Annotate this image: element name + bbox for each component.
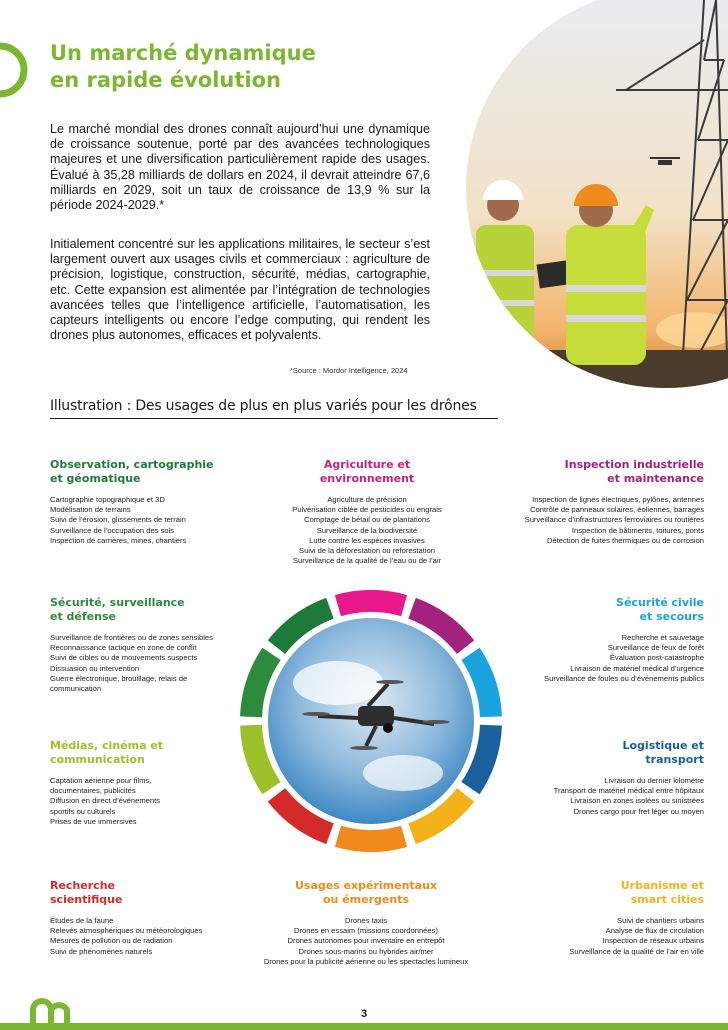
drone-usage-ring bbox=[238, 588, 504, 854]
ring-segment bbox=[335, 826, 407, 852]
category-items: Études de la faune Relevés atmosphériques ou météorologiques Mesures de pollution ou de radiation Suivi de phénomènes naturels bbox=[50, 916, 203, 956]
ring-segment bbox=[335, 590, 407, 616]
category-items: Captation aérienne pour films, documentaires, publicités Diffusion en direct d’événements sportifs ou culturels Prises de vue immersives bbox=[50, 776, 161, 826]
category-items: Surveillance de frontières ou de zones sensibles Reconnaissance tactique en zone de conflit Suivi de cibles ou de mouvements suspects Dissuasion ou intervention Guerre électronique, brouillage, relais de communication bbox=[50, 633, 213, 694]
category-urbanisme bbox=[520, 879, 704, 957]
brand-arc-decoration bbox=[0, 40, 30, 100]
category-experimentaux bbox=[246, 879, 486, 967]
category-title: Observation, cartographie et géomatique bbox=[50, 458, 214, 485]
category-items: Cartographie topographique et 3D Modélisation de terrains Suivi de l’érosion, glissements de terrain Surveillance de l’occupation des sols Inspection de carrières, mines, chantiers bbox=[50, 495, 187, 545]
intro-paragraph-market: Le marché mondial des drones connaît aujourd’hui une dynamique de croissance soutenue, porté par des avancées technologiques majeures et une diversification particulièrement rapide des usages. Évalué à 35,28 milliards de dollars en 2024, il devrait atteindre 67,6 milliards en 2029, soit un taux de croissance de 13,9 % sur la période 2024-2029.* bbox=[50, 122, 430, 213]
illustration-heading: Illustration : Des usages de plus en plus variés pour les drônes bbox=[50, 398, 498, 419]
category-title: Usages expérimentaux ou émergents bbox=[294, 879, 438, 906]
category-items: Drones taxis Drones en essaim (missions coordonnées) Drones autonomes pour inventaire en entrepôt Drones sous-marins ou hybrides air/mer Drones pour la publicité aérienne ou les spectacles lumineux bbox=[263, 916, 469, 966]
engineers-drone-photo bbox=[466, 0, 728, 388]
category-observation bbox=[50, 458, 260, 546]
category-title: Sécurité, surveillance et défense bbox=[50, 596, 185, 623]
category-logistique bbox=[500, 739, 704, 817]
category-items: Inspection de lignes électriques, pylônes, antennes Contrôle de panneaux solaires, éoliennes, barrages Surveillance d’infrastructures ferroviaires ou routières Inspection de bâtiments, toitures, ponts Détection de fuites thermiques ou de corrosion bbox=[524, 495, 704, 545]
category-title: Agriculture et environnement bbox=[319, 458, 415, 485]
category-title: Sécurité civile et secours bbox=[616, 596, 704, 623]
category-items: Suivi de chantiers urbains Analyse de flux de circulation Inspection de réseaux urbains Surveillance de la qualité de l’air en ville bbox=[569, 916, 704, 956]
category-recherche bbox=[50, 879, 240, 957]
category-title: Médias, cinéma et communication bbox=[50, 739, 164, 766]
category-securite-civile bbox=[510, 596, 704, 684]
intro-paragraph-sectors: Initialement concentré sur les applications militaires, le secteur s’est largement ouvert aux usages civils et commerciaux : agriculture de précision, logistique, construction, sécurité, médias, cartographie, etc. Cette expansion est alimentée par l’intégration de technologies avancées telles que l’intelligence artificielle, l’automatisation, les capteurs intelligents ou encore l’edge computing, qui rendent les drones plus autonomes, efficaces et polyvalents. bbox=[50, 237, 430, 343]
category-title: Recherche scientifique bbox=[50, 879, 123, 906]
footer-bar bbox=[0, 1023, 728, 1030]
category-items: Recherche et sauvetage Surveillance de feux de forêt Évaluation post-catastrophe Livraison de matériel médical d’urgence Surveillance de foules ou d’événements publics bbox=[544, 633, 704, 683]
category-securite-defense bbox=[50, 596, 240, 694]
source-note: *Source : Mordor Intelligence, 2024 bbox=[290, 366, 408, 375]
category-items: Agriculture de précision Pulvérisation ciblée de pesticides ou engrais Comptage de bétail ou de plantations Surveillance de la biodiversité Lutte contre les espèces invasives Suivi de la déforestation ou reforestation Surveillance de la qualité de l’eau ou de l’air bbox=[292, 495, 442, 566]
page-title: Un marché dynamique en rapide évolution bbox=[50, 41, 316, 92]
brand-logo-icon bbox=[30, 998, 70, 1026]
category-inspection bbox=[478, 458, 704, 546]
category-title: Urbanisme et smart cities bbox=[620, 879, 704, 906]
category-title: Inspection industrielle et maintenance bbox=[564, 458, 704, 485]
page-number: 3 bbox=[360, 1008, 368, 1020]
category-items: Livraison du dernier kilomètre Transport de matériel médical entre hôpitaux Livraison en zones isolées ou sinistrées Drones cargo pour fret léger ou moyen bbox=[553, 776, 704, 816]
category-agriculture bbox=[264, 458, 470, 566]
category-title: Logistique et transport bbox=[622, 739, 704, 766]
category-medias bbox=[50, 739, 240, 827]
